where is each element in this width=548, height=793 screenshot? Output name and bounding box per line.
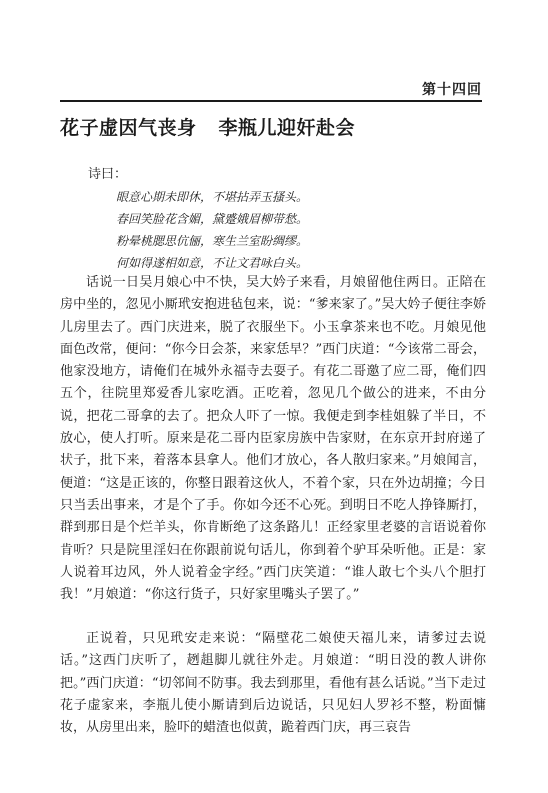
running-head-chapter-number: 第十四回 — [422, 82, 482, 98]
chapter-title — [60, 113, 355, 140]
chapter-title-part-2: 李瓶儿迎奸赴会 — [218, 117, 356, 139]
header-rule — [60, 100, 482, 102]
poem-line: 春回笑脸花含媚，黛蹙娥眉柳带愁。 — [116, 212, 309, 226]
poem — [116, 186, 308, 274]
poem-line: 何如得遂相如意，不让文君咏白头。 — [116, 256, 309, 270]
poem-label: 诗曰： — [88, 167, 128, 182]
poem-line: 粉晕桃腮思伉俪，寒生兰室盼绸缪。 — [116, 234, 309, 248]
chapter-title-part-1: 花子虚因气丧身 — [60, 117, 197, 139]
poem-line: 眼意心期未即休，不堪拈弄玉搔头。 — [116, 190, 309, 204]
body-paragraph-1: 话说一日吴月娘心中不快，吴大妗子来看，月娘留他住两日。正陪在房中坐的，忽见小厮玳安抱进毡包来，说：“爹来家了。”吴大妗子便往李娇儿房里去了。西门庆进来，脱了衣服坐下。小玉拿茶来也不吃。月娘见他面色改常，便问：“你今日会茶，来家恁早？”西门庆道：“今该常二哥会，他家没地方，请俺们在城外永福寺去耍子。有花二哥邀了应二哥，俺们四五个，往院里郑爱香儿家吃酒。正吃着，忽见几个做公的进来，不由分说，把花二哥拿的去了。把众人吓了一惊。我便走到李桂姐躲了半日，不放心，使人打听。原来是花二哥内臣家房族中告家财，在东京开封府递了状子，批下来，着落本县拿人。他们才放心，各人散归家来。”月娘闻言，便道：“这是正该的，你整日跟着这伙人，不着个家，只在外边胡撞；今日只当丢出事来，才是个了手。你如今还不心死。到明日不吃人挣锋厮打，群到那日是个烂羊头，你肯断绝了这条路儿！正经家里老婆的言语说着你肯听？只是院里淫妇在你跟前说句话儿，你到着个驴耳朵听他。正是：家人说着耳边风，外人说着金字经。”西门庆笑道：“谁人敢七个头八个胆打我！”月娘道：“你这行货子，只好家里嘴头子罢了。” — [60, 275, 486, 603]
body-paragraph-2: 正说着，只见玳安走来说：“隔壁花二娘使天福儿来，请爹过去说话。”这西门庆听了，趔趄脚儿就往外走。月娘道：“明日没的教人讲你把。”西门庆道：“切邻间不防事。我去到那里，看他有甚么话说。”当下走过花子虚家来，李瓶儿使小厮请到后边说话，只见妇人罗衫不整，粉面慵妆，从房里出来，脸吓的蜡渣也似黄，跪着西门庆，再三哀告 — [60, 631, 486, 736]
